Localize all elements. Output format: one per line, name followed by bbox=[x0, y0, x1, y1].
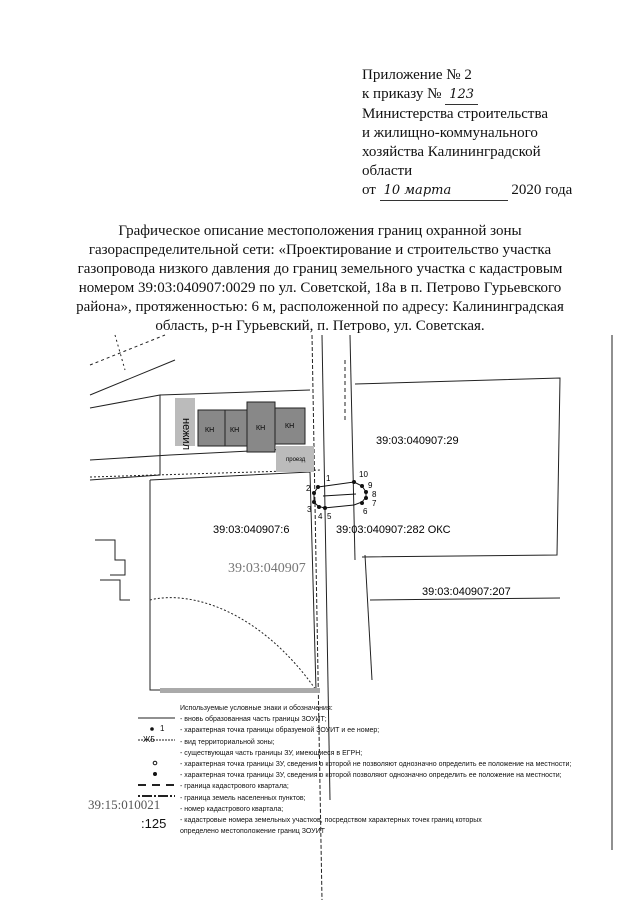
point-label: 10 bbox=[359, 470, 368, 479]
buildings bbox=[175, 398, 314, 472]
legend-item: - граница кадастрового квартала; bbox=[180, 783, 289, 791]
quarter-label: 39:03:040907 bbox=[228, 561, 306, 576]
map-mark bbox=[153, 772, 157, 776]
point-label: 6 bbox=[363, 507, 368, 516]
map-mark bbox=[364, 496, 368, 500]
zone-label-nonres: нежил bbox=[180, 418, 192, 450]
legend-item: определено местоположение границ ЗОУИТ bbox=[180, 828, 325, 836]
protection-zone bbox=[306, 470, 377, 521]
legend-item: - вид территориальной зоны; bbox=[180, 738, 275, 746]
map-mark bbox=[364, 490, 368, 494]
building-label: КН bbox=[230, 427, 240, 434]
map-mark bbox=[360, 484, 364, 488]
map-mark bbox=[90, 360, 175, 395]
map-mark bbox=[316, 485, 320, 489]
date-prefix: от bbox=[362, 182, 376, 198]
legend-symbol-zone: Ж5 bbox=[143, 735, 155, 744]
legend-symbol-parcel: :125 bbox=[141, 816, 167, 831]
map-mark bbox=[352, 480, 356, 484]
legend-symbol-point: 1 bbox=[160, 724, 165, 733]
point-label: 4 bbox=[318, 512, 323, 521]
date-handwritten: 10 марта bbox=[380, 181, 508, 201]
order-number-handwritten: 123 bbox=[445, 85, 478, 105]
map-mark bbox=[150, 727, 154, 731]
map-mark bbox=[312, 491, 316, 495]
document-title: Графическое описание местоположения границ охранной зоны газораспределительной сети: «Проектирование и строительство участка газопровода низкого давления до границ земельного участка с кадастровым номером 39:03:040907:0029 по ул. Советской, 18а в п. Петрово Гурьевского района», протяженностью: 6 м, расположенной по адресу: Калининградская область, р-н Гурьевский, п. Петрово, ул. Советская. bbox=[76, 223, 564, 334]
point-label: 3 bbox=[307, 505, 312, 514]
map-mark bbox=[365, 555, 372, 680]
map-mark bbox=[312, 500, 316, 504]
map-mark bbox=[95, 540, 125, 575]
point-label: 2 bbox=[306, 484, 311, 493]
legend-title: Используемые условные знаки и обозначения: bbox=[180, 705, 333, 712]
parcel-6-label: 39:03:040907:6 bbox=[213, 524, 290, 536]
legend-item: - существующая часть границы ЗУ, имеющиеся в ЕГРН; bbox=[180, 749, 363, 757]
map-mark bbox=[100, 580, 130, 600]
appendix-number: Приложение № 2 bbox=[362, 67, 472, 83]
legend-item: - характерная точка границы образуемой ЗОУИТ и ее номер; bbox=[180, 727, 380, 735]
ministry-line-3: хозяйства Калининградской bbox=[362, 144, 541, 160]
point-label: 7 bbox=[372, 499, 377, 508]
ministry-line-1: Министерства строительства bbox=[362, 106, 549, 122]
map-mark bbox=[323, 506, 327, 510]
zone-label-driveway: проезд bbox=[286, 457, 306, 463]
point-label: 8 bbox=[372, 490, 377, 499]
map-mark bbox=[323, 494, 356, 496]
map-mark bbox=[360, 501, 364, 505]
parcel-207-boundary bbox=[370, 598, 560, 600]
map-mark bbox=[160, 390, 310, 395]
ministry-line-2: и жилищно-коммунального bbox=[362, 125, 538, 141]
ministry-line-4: области bbox=[362, 163, 413, 179]
legend-item: - вновь образованная часть границы ЗОУИТ; bbox=[180, 716, 327, 724]
legend-item: - характерная точка границы ЗУ, сведения о которой позволяют однозначно определить ее положение на местности; bbox=[180, 772, 562, 780]
parcel-282-label: 39:03:040907:282 ОКС bbox=[336, 524, 451, 536]
parcel-207-label: 39:03:040907:207 bbox=[422, 586, 511, 598]
boundary-line bbox=[90, 335, 165, 365]
date-suffix: 2020 года bbox=[511, 182, 573, 198]
legend bbox=[180, 703, 571, 837]
map-mark bbox=[150, 598, 316, 690]
point-label: 5 bbox=[327, 512, 332, 521]
map-mark bbox=[90, 395, 160, 480]
legend-item: - номер кадастрового квартала; bbox=[180, 805, 284, 813]
map-mark bbox=[138, 718, 175, 796]
legend-symbol-quarter: 39:15:010021 bbox=[88, 797, 161, 812]
map-mark bbox=[317, 505, 321, 509]
order-prefix: к приказу № bbox=[362, 86, 442, 102]
map-mark bbox=[153, 761, 157, 765]
parcel-29-label: 39:03:040907:29 bbox=[376, 435, 459, 447]
legend-item: - граница земель населенных пунктов; bbox=[180, 794, 306, 802]
building-label: КН bbox=[256, 425, 266, 432]
legend-item: - характерная точка границы ЗУ, сведения о которой не позволяют однозначно определить ее положение на местности; bbox=[180, 761, 572, 769]
quarter-boundary-bar bbox=[160, 688, 320, 693]
parcel-6-boundary bbox=[150, 472, 316, 690]
point-label: 9 bbox=[368, 481, 373, 490]
building-label: КН bbox=[285, 423, 295, 430]
point-label: 1 bbox=[326, 474, 331, 483]
legend-item: - кадастровые номера земельных участков, посредством характерных точек границ которых bbox=[180, 817, 482, 825]
building-label: КН bbox=[205, 427, 215, 434]
